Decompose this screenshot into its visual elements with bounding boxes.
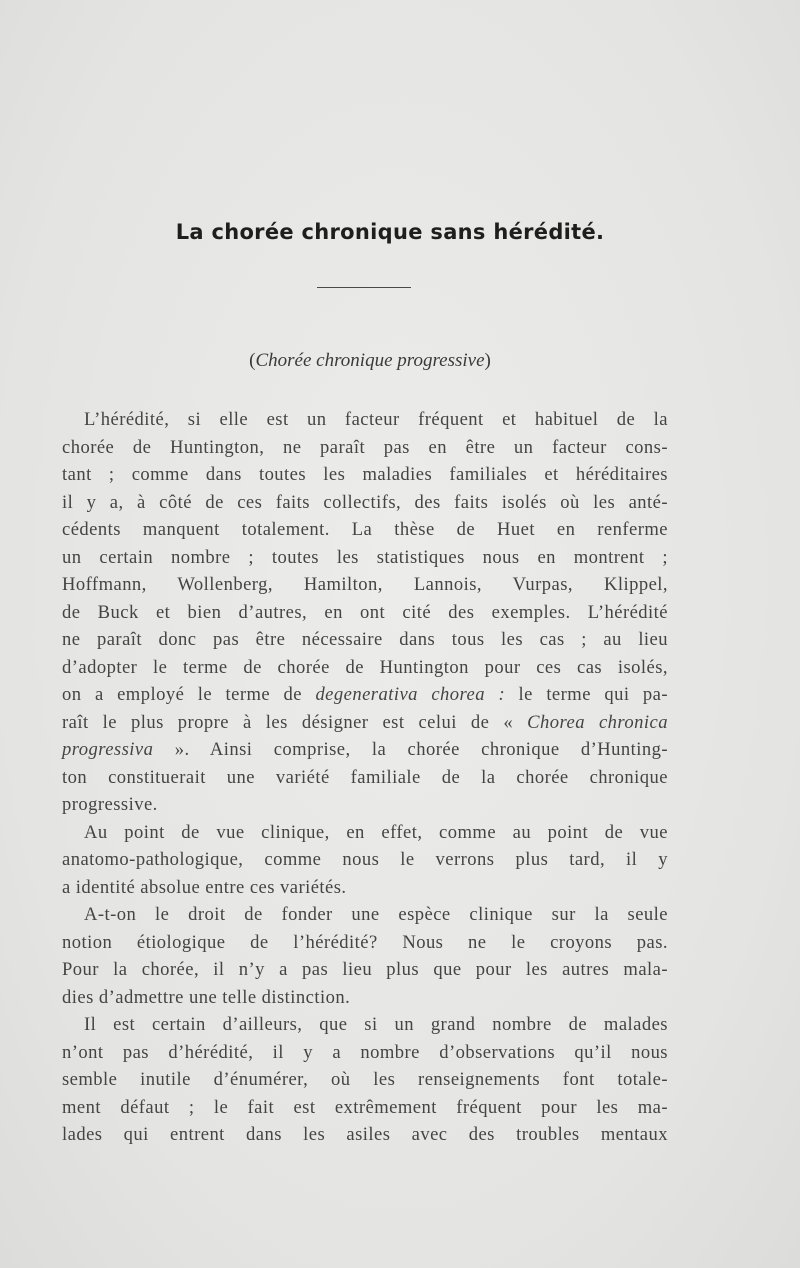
text-line [62, 764, 668, 792]
text-line [62, 1066, 668, 1094]
text-segment: L’hérédité, si elle est un facteur fréquent et habituel de la [84, 409, 668, 430]
text-segment: Pour la chorée, il n’y a pas lieu plus que pour les autres mala- [62, 959, 668, 980]
text-line [62, 599, 668, 627]
text-segment: progressive. [62, 794, 158, 815]
text-line [62, 626, 668, 654]
text-segment: on a employé le terme de [62, 684, 316, 705]
text-line [62, 1011, 668, 1039]
italic-text: degenerativa chorea : [315, 684, 506, 705]
text-line [62, 736, 668, 764]
text-segment: A-t-on le droit de fonder une espèce clinique sur la seule [84, 904, 668, 925]
text-line [62, 874, 668, 902]
text-segment: ». Ainsi comprise, la chorée chronique d’Hunting- [153, 739, 668, 760]
text-segment: lades qui entrent dans les asiles avec des troubles mentaux [62, 1124, 668, 1145]
text-line [62, 1039, 668, 1067]
text-segment: un certain nombre ; toutes les statistiques nous en montrent ; [62, 546, 668, 568]
italic-text: Chorea chronica [527, 711, 668, 733]
text-segment: ment défaut ; le fait est extrêmement fréquent pour les ma- [62, 1096, 668, 1118]
text-segment: chorée de Huntington, ne paraît pas en être un facteur cons- [62, 436, 668, 458]
chapter-title: La chorée chronique sans hérédité. [175, 220, 605, 244]
text-segment: semble inutile d’énumérer, où les renseignements font totale- [62, 1069, 668, 1090]
text-line [62, 901, 668, 929]
text-segment: tant ; comme dans toutes les maladies familiales et héréditaires [62, 464, 668, 485]
text-line [62, 406, 668, 434]
text-line [62, 461, 668, 489]
text-line [62, 819, 668, 847]
text-line [62, 846, 668, 874]
text-line [62, 516, 668, 544]
subtitle-close-paren: ) [484, 350, 491, 371]
text-segment: anatomo-pathologique, comme nous le verrons plus tard, il y [62, 849, 668, 870]
body-text [62, 406, 668, 1149]
text-segment: dies d’admettre une telle distinction. [62, 986, 351, 1008]
text-line [62, 1121, 668, 1149]
text-line [62, 791, 668, 819]
text-segment: Il est certain d’ailleurs, que si un grand nombre de malades [84, 1014, 668, 1035]
text-segment: ton constituerait une variété familiale de la chorée chronique [62, 766, 668, 788]
text-segment: Au point de vue clinique, en effet, comme au point de vue [84, 821, 668, 843]
text-line [62, 929, 668, 957]
text-segment: Hoffmann, Wollenberg, Hamilton, Lannois, Vurpas, Klippel, [62, 574, 668, 595]
text-line [62, 434, 668, 462]
text-segment: le terme qui pa- [505, 684, 668, 705]
text-line [62, 654, 668, 682]
subtitle-open-paren: ( [249, 350, 256, 371]
text-segment: ne paraît donc pas être nécessaire dans tous les cas ; au lieu [62, 629, 668, 650]
text-segment: il y a, à côté de ces faits collectifs, des faits isolés où les anté- [62, 491, 668, 513]
text-segment: n’ont pas d’hérédité, il y a nombre d’observations qu’il nous [62, 1041, 668, 1063]
text-line [62, 709, 668, 737]
text-line [62, 984, 668, 1012]
italic-text: progressiva [62, 739, 154, 760]
title-divider [317, 287, 411, 288]
text-segment: raît le plus propre à les désigner est celui de « [62, 711, 528, 733]
subtitle-text: Chorée chronique progressive [255, 350, 485, 371]
text-segment: d’adopter le terme de chorée de Huntington pour ces cas isolés, [62, 656, 668, 678]
chapter-subtitle [0, 350, 770, 372]
text-segment: de Buck et bien d’autres, en ont cité des exemples. L’hérédité [62, 601, 668, 623]
text-segment: a identité absolue entre ces variétés. [62, 876, 347, 898]
text-line [62, 1094, 668, 1122]
text-line [62, 681, 668, 709]
text-line [62, 956, 668, 984]
text-line [62, 544, 668, 572]
text-line [62, 571, 668, 599]
text-segment: cédents manquent totalement. La thèse de Huet en renferme [62, 519, 668, 540]
text-line [62, 489, 668, 517]
text-segment: notion étiologique de l’hérédité? Nous ne le croyons pas. [62, 931, 668, 953]
